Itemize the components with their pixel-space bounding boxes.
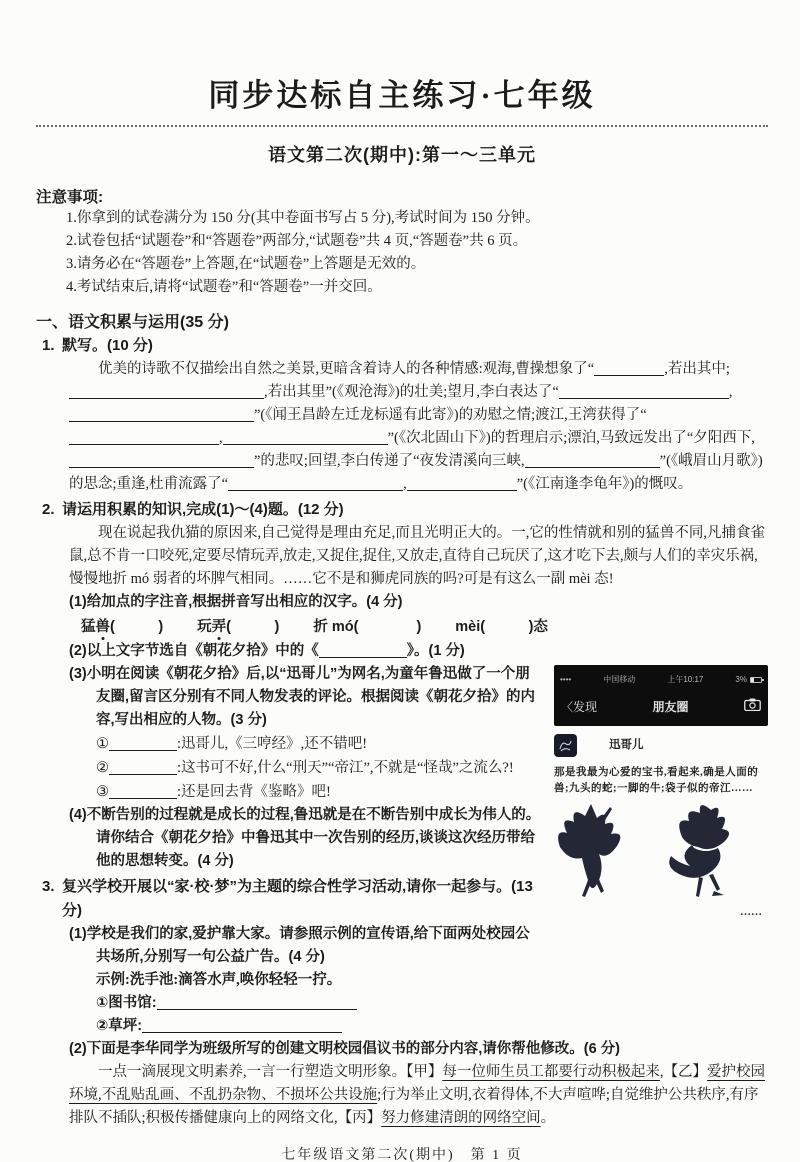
page-title: 同步达标自主练习·七年级: [208, 78, 596, 113]
text-segment: ;行为举止文明,衣着得体,不大声喧哗;自觉维护公共秩序,有序排队不插队;积极传播健康向上的网络文化,【丙】: [69, 1087, 759, 1126]
text-segment: ”(《闻王昌龄左迁龙标遥有此寄》)的劝慰之情;渡江,王湾获得了“: [254, 407, 647, 423]
proposal-paragraph: [69, 1061, 768, 1130]
answer-blank: [69, 453, 254, 468]
subquestion-1: (1)给加点的字注音,根据拼音写出相应的汉字。(4 分): [69, 594, 403, 610]
comment-text: :还是回去背《鉴略》吧!: [177, 784, 331, 800]
signal-dots-icon: ••••: [560, 675, 572, 684]
question-1: [36, 334, 768, 496]
pinyin-item: 玩弄( ): [197, 619, 280, 635]
phone-top-bars: [554, 665, 768, 726]
text-segment: 优美的诗歌不仅描绘出自然之美景,更暗含着诗人的各种情感:观海,曹操想象了“: [98, 361, 595, 377]
battery-icon: [750, 677, 762, 683]
question-label: 默写。(10 分): [62, 337, 153, 354]
multi-headed-bird-illustration: [669, 805, 729, 897]
header-divider: [36, 125, 768, 127]
text-segment: ,若出其中;: [664, 361, 730, 377]
notices-label: 注意事项:: [36, 189, 104, 206]
battery-indicator: 3%: [735, 668, 762, 691]
answer-blank: [407, 476, 517, 491]
pinyin-item: 猛兽( ): [81, 619, 164, 635]
dotted-character: 弄: [211, 619, 227, 635]
answer-blank: [69, 384, 264, 399]
text-segment: 一点一滴展现文明素养,一言一行塑造文明形象。【甲】: [98, 1064, 443, 1080]
answer-blank: [223, 430, 388, 445]
notices-section: [36, 185, 768, 299]
question-number: 3.: [42, 878, 55, 895]
wechat-moments-screenshot: [554, 665, 768, 924]
image-ellipsis: ……: [740, 906, 762, 918]
notice-item: 3.请务必在“答题卷”上答题,在“试题卷”上答题是无效的。: [66, 256, 426, 272]
answer-blank: [559, 384, 729, 399]
answer-blank: [319, 643, 407, 658]
text-segment: ”(《峨眉山月歌》)的思念;重逢,杜甫流露了“: [69, 453, 763, 492]
page-footer: 七年级语文第二次(期中) 第 1 页: [281, 1148, 523, 1162]
circled-number: ②: [96, 760, 109, 776]
pinyin-item: 折 mó( ): [313, 619, 422, 635]
answer-blank: [228, 476, 403, 491]
question-label: 复兴学校开展以“家·校·梦”为主题的综合性学习活动,请你一起参与。(13 分): [62, 878, 533, 919]
answer-blank: [109, 784, 177, 799]
camera-icon[interactable]: [744, 696, 761, 719]
text-segment: ”的悲叹;回望,李白传递了“夜发清溪向三峡,: [254, 453, 525, 469]
avatar[interactable]: [554, 734, 577, 757]
reading-passage: 现在说起我仇猫的原因来,自己觉得是理由充足,而且光明正大的。一,它的性情就和别的猛兽不同,凡捕食雀鼠,总不肯一口咬死,定要尽情玩弄,放走,又捉住,捉住,又放走,直待自己玩厌了,这才吃下去,颇与人们的幸灾乐祸,慢慢地折 mó 弱者的坏脾气相同。……它不是和狮虎同族的吗?可是有这么一副 mèi 态!: [69, 525, 765, 587]
underlined-segment-jia: 每一位师生员工都要行动积极起来: [442, 1064, 660, 1080]
answer-blank: [109, 760, 177, 775]
subquestion-3: (3)小明在阅读《朝花夕拾》后,以“迅哥儿”为网名,为童年鲁迅做了一个朋友圈,留言区分别有不同人物发表的评论。根据阅读《朝花夕拾》的内容,写出相应的人物。(3 分): [69, 666, 536, 728]
text-segment: ,: [728, 384, 733, 400]
moments-title: 朋友圈: [652, 700, 689, 714]
notice-item: 1.你拿到的试卷满分为 150 分(其中卷面书写占 5 分),考试时间为 150 分钟。: [66, 210, 540, 226]
slogan-prompt-library: ①图书馆:: [69, 992, 768, 1015]
answer-blank: [525, 453, 660, 468]
dictation-paragraph: [69, 358, 768, 496]
post-author-name: 迅哥儿: [609, 739, 644, 751]
circled-number: ①: [96, 736, 109, 752]
text-segment: ,: [219, 430, 223, 446]
subquestion-2: (2)以上文字节选自《朝花夕拾》中的《 》。(1 分): [69, 643, 465, 659]
post-profile-row: [554, 734, 768, 757]
section-heading: 一、语文积累与运用(35 分): [36, 314, 229, 331]
phone-nav-bar: [554, 692, 768, 726]
pinyin-answer-row: [69, 614, 768, 640]
dotted-character: 兽: [95, 619, 110, 635]
shanhaijing-illustrations: [554, 803, 768, 907]
answer-blank: [69, 430, 219, 445]
answer-blank: [594, 361, 664, 376]
answer-blank: [69, 407, 254, 422]
subquestion-4: (4)不断告别的过程就是成长的过程,鲁迅就是在不断告别中成长为伟人的。请你结合《朝花夕拾》中鲁迅其中一次告别的经历,谈谈这次经历带给他的思想转变。(4 分): [69, 807, 541, 869]
notice-item: 2.试卷包括“试题卷”和“答题卷”两部分,“试题卷”共 4 页,“答题卷”共 6 页。: [66, 233, 528, 249]
back-button[interactable]: 〈发现: [561, 700, 598, 714]
text-segment: ,: [403, 476, 407, 492]
underlined-segment-bing: 努力修建清朗的网络空间: [381, 1110, 541, 1126]
phone-status-bar: [554, 665, 768, 692]
pinyin-item: mèi( )态: [455, 619, 548, 635]
text-segment: 。: [540, 1110, 556, 1126]
text-segment: ”(《次北固山下》)的哲理启示;漂泊,马致远发出了“夕阳西下,: [387, 430, 755, 446]
winged-figure-illustration: [558, 804, 620, 897]
question-number: 2.: [42, 501, 55, 518]
answer-blank: [157, 995, 357, 1010]
post-text: 那是我最为心爱的宝书,看起来,确是人面的兽;九头的蛇;一脚的牛;袋子似的帝江……: [554, 767, 759, 794]
status-time: 上午10:17: [667, 675, 704, 684]
slogan-prompt-lawn: ②草坪:: [69, 1015, 768, 1038]
subquestion-2: (2)下面是李华同学为班级所写的创建文明校园倡议书的部分内容,请你帮他修改。(6 分): [69, 1041, 620, 1057]
notice-item: 4.考试结束后,请将“试题卷”和“答题卷”一并交回。: [66, 279, 382, 295]
example-slogan: 示例:洗手池:滴答水声,唤你轻轻一拧。: [96, 972, 342, 988]
question-number: 1.: [42, 337, 55, 354]
comment-text: :这书可不好,什么“刑天”“帝江”,不就是“怪哉”之流么?!: [177, 760, 514, 776]
comment-text: :迅哥儿,《三哼经》,还不错吧!: [177, 736, 368, 752]
page-subtitle: 语文第二次(期中):第一～三单元: [268, 145, 536, 165]
carrier-label: 中国移动: [603, 675, 636, 684]
text-segment: ”(《江南逢李龟年》)的慨叹。: [516, 476, 693, 492]
answer-blank: [109, 736, 177, 751]
circled-number: ③: [96, 784, 109, 800]
answer-blank: [142, 1018, 342, 1033]
question-label: 请运用积累的知识,完成(1)～(4)题。(12 分): [62, 501, 344, 518]
subquestion-1: (1)学校是我们的家,爱护靠大家。请参照示例的宣传语,给下面两处校园公共场所,分别写一句公益广告。(4 分): [69, 926, 530, 965]
text-segment: ,【乙】: [659, 1064, 707, 1080]
underlined-segment-yi: 爱护校园环境,不乱贴乱画、不乱扔杂物、不损坏公共设施: [69, 1064, 765, 1103]
text-segment: ,若出其里”(《观沧海》)的壮美;望月,李白表达了“: [264, 384, 559, 400]
